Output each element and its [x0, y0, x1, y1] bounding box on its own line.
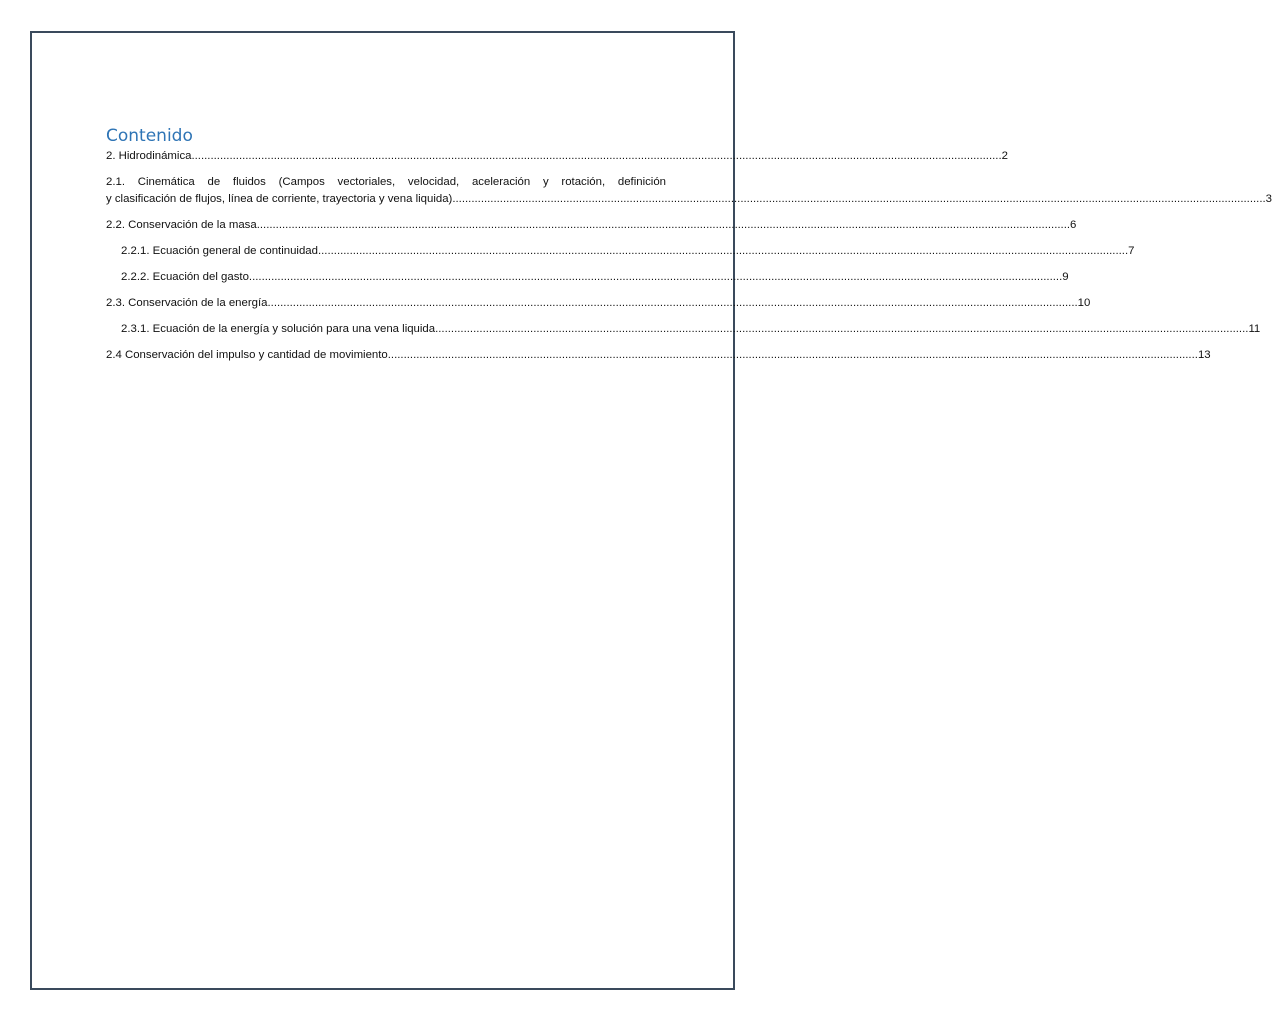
toc-entry-label: 2.3. Conservación de la energía — [106, 297, 268, 309]
toc-leader-dots — [318, 243, 1128, 260]
toc-entry-label-cont: y clasificación de flujos, línea de corriente, trayectoria y vena liquida). — [106, 193, 456, 205]
toc-leader-dots — [267, 295, 1077, 312]
toc-page-number: 11 — [1248, 323, 1261, 335]
toc-entry-label: 2.2. Conservación de la masa. — [106, 219, 260, 231]
toc-entry-label: 2.3.1. Ecuación de la energía y solución para una vena liquida. — [121, 323, 439, 335]
toc-leader-dots — [191, 148, 1001, 165]
toc-entry[interactable] — [106, 321, 1261, 338]
toc-entry-label: 2.1. Cinemática de fluidos (Campos vectoriales, velocidad, aceleración y rotación, definición — [106, 176, 666, 188]
toc-title: Contenido — [106, 126, 193, 146]
toc-entry[interactable] — [106, 347, 1211, 364]
toc-entry[interactable] — [106, 148, 1008, 165]
toc-leader-dots — [260, 217, 1070, 234]
toc-leader-dots — [438, 321, 1248, 338]
toc-leader-dots — [252, 269, 1062, 286]
toc-entry-label: 2.2.1. Ecuación general de continuidad — [121, 245, 318, 257]
toc-page-number: 10 — [1077, 297, 1091, 309]
toc-page-number: 6 — [1070, 219, 1077, 231]
table-of-contents — [106, 124, 1272, 373]
toc-entry[interactable] — [106, 174, 1272, 208]
toc-entry-label: 2. Hidrodinámica — [106, 150, 192, 162]
toc-entry[interactable] — [106, 217, 1077, 234]
toc-page-number: 2 — [1001, 150, 1008, 162]
toc-entry[interactable] — [106, 269, 1069, 286]
toc-page-number: 7 — [1128, 245, 1135, 257]
toc-page-number: 13 — [1197, 349, 1211, 361]
toc-entry[interactable] — [106, 243, 1135, 260]
toc-page-number: 9 — [1062, 271, 1069, 283]
toc-page-number: 3 — [1265, 193, 1272, 205]
toc-entry-label: 2.2.2. Ecuación del gasto. — [121, 271, 253, 283]
toc-entry-label: 2.4 Conservación del impulso y cantidad de movimiento — [106, 349, 388, 361]
toc-leader-dots — [456, 191, 1266, 208]
toc-leader-dots — [388, 347, 1198, 364]
toc-entry[interactable] — [106, 295, 1091, 312]
